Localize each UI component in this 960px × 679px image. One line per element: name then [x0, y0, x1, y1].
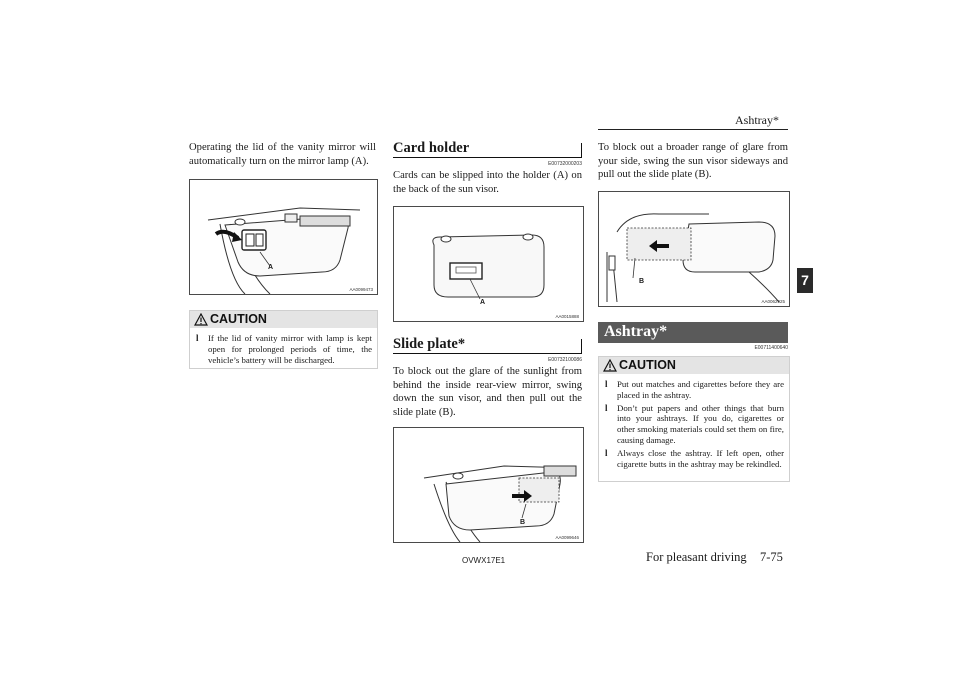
- card-holder-rule-tick: [581, 143, 582, 157]
- right-intro-text: To block out a broader range of glare from your side, swing the sun visor sideways and pull out the slide plate (B).: [598, 142, 788, 180]
- caution-item-text: If the lid of vanity mirror with lamp is kept open for prolonged periods of time, the vehicle’s battery will be discharged.: [208, 333, 372, 365]
- bullet-icon: l: [605, 402, 608, 413]
- doc-code: OVWX17E1: [462, 556, 506, 565]
- slide-plate-illustration: [394, 428, 583, 542]
- card-holder-figure-label: A: [480, 299, 486, 306]
- bullet-icon: l: [605, 379, 608, 389]
- card-holder-rule: [393, 157, 582, 158]
- page-number: 7-75: [760, 550, 783, 564]
- slide-plate-rule: [393, 353, 582, 354]
- ashtray-heading-bar: [598, 322, 788, 343]
- ashtray-caution-box: [598, 356, 790, 482]
- side-visor-figure: [598, 191, 790, 307]
- card-holder-illustration: [394, 207, 583, 321]
- caution-item: [605, 448, 784, 470]
- slide-plate-heading: Slide plate*: [393, 336, 466, 352]
- caution-item-text: Don’t put papers and other things that burn into your ashtrays. If you do, cigarettes or other smoking materials could set them on fire, causing damage.: [617, 402, 784, 445]
- caution-item: [605, 379, 784, 401]
- card-holder-text: Cards can be slipped into the holder (A) on the back of the sun visor.: [393, 170, 582, 195]
- slide-plate-figure-code: AA0099646: [555, 535, 579, 540]
- section-title: Ashtray*: [735, 113, 779, 127]
- slide-plate-code: E00732100086: [548, 357, 582, 363]
- left-intro-text: Operating the lid of the vanity mirror will automatically turn on the mirror lamp (A).: [189, 142, 376, 167]
- side-visor-illustration: [599, 192, 789, 306]
- caution-title: CAUTION: [619, 358, 676, 372]
- warning-triangle-icon: [603, 359, 617, 372]
- caution-title: CAUTION: [210, 312, 267, 326]
- slide-plate-rule-tick: [581, 339, 582, 353]
- caution-item-text: Always close the ashtray. If left open, other cigarette butts in the ashtray may be rekindled.: [617, 447, 784, 469]
- vanity-mirror-figure: [189, 179, 378, 295]
- ashtray-heading: Ashtray*: [604, 323, 668, 340]
- caution-list: [605, 379, 784, 471]
- chapter-tab: [797, 268, 813, 293]
- side-visor-figure-label: B: [639, 278, 645, 285]
- bullet-icon: l: [196, 333, 199, 343]
- slide-plate-figure: [393, 427, 584, 543]
- caution-header: [190, 311, 377, 328]
- left-caution-box: [189, 310, 378, 369]
- card-holder-figure-code: AA0015888: [555, 314, 579, 319]
- bullet-icon: l: [605, 447, 608, 458]
- chapter-tab-number: 7: [801, 272, 809, 288]
- slide-plate-text: To block out the glare of the sunlight from behind the inside rear-view mirror, swing down the sun visor, and then pull out the slide plate (B).: [393, 366, 582, 418]
- header-rule: [598, 129, 788, 130]
- chapter-name: For pleasant driving: [646, 550, 747, 564]
- vanity-mirror-illustration: [190, 180, 377, 294]
- side-visor-figure-code: AA0062925: [761, 299, 785, 304]
- card-holder-heading: Card holder: [393, 140, 470, 156]
- vanity-figure-code: AA0099473: [349, 287, 373, 292]
- caution-list: [196, 333, 372, 367]
- vanity-figure-label: A: [268, 264, 274, 271]
- slide-plate-figure-label: B: [520, 519, 526, 526]
- caution-item: [605, 403, 784, 446]
- card-holder-code: E00732000203: [548, 161, 582, 167]
- warning-triangle-icon: [194, 313, 208, 326]
- caution-item: [196, 333, 372, 365]
- caution-item-text: Put out matches and cigarettes before they are placed in the ashtray.: [617, 379, 784, 400]
- caution-header: [599, 357, 789, 374]
- ashtray-code: E00711400640: [754, 345, 788, 351]
- card-holder-figure: [393, 206, 584, 322]
